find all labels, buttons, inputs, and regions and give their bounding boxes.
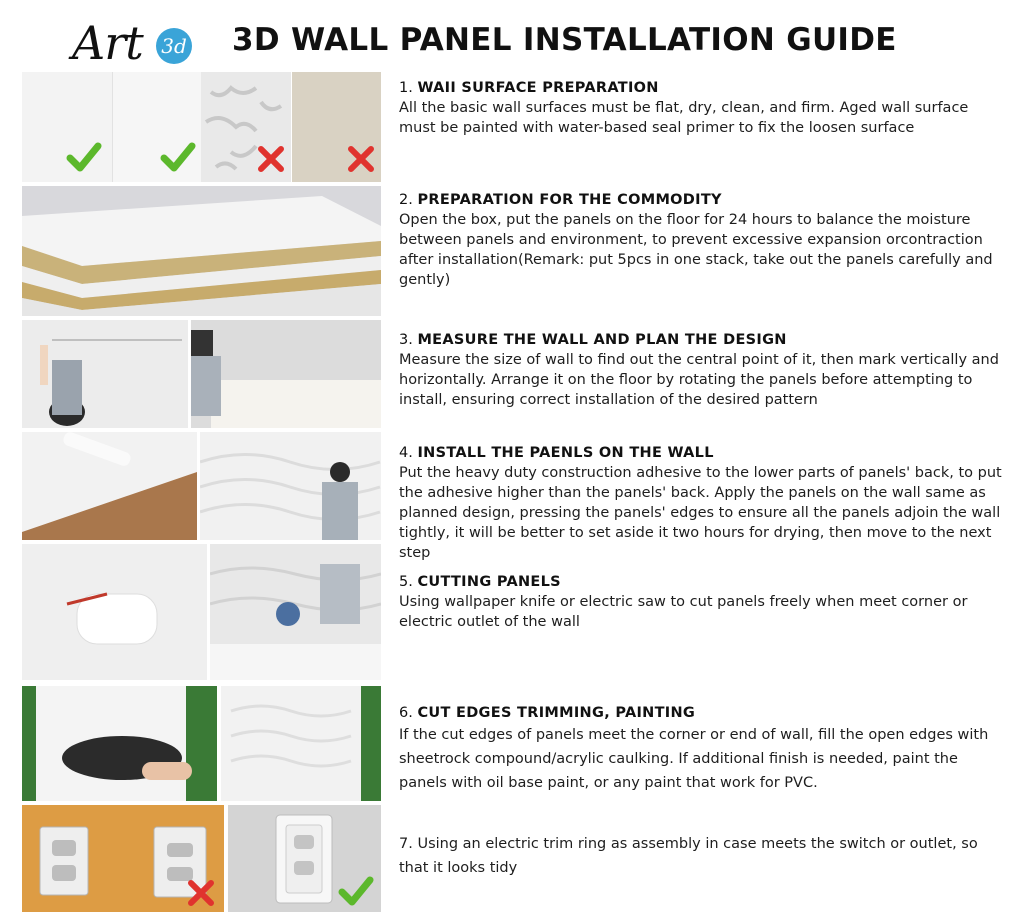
step-4 [399, 443, 1009, 563]
step-heading: 1. WAII SURFACE PREPARATION [399, 80, 659, 96]
step-5 [399, 572, 1009, 632]
logo-text: Art [72, 16, 143, 70]
step-text: Measure the size of wall to find out the central point of it, then mark vertically and horizontally. Arrange it on the floor by rotating the panels before attempting to install, ensuring correct installation of the desired pattern [399, 352, 999, 408]
step-text: If the cut edges of panels meet the corner or end of wall, fill the open edges with sheetrock compound/acrylic caulking. If additional finish is needed, paint the panels with oil base paint, or any paint that work for PVC. [399, 727, 989, 791]
logo-badge: 3d [156, 28, 192, 64]
step-1 [399, 78, 1009, 138]
step-heading: 5. CUTTING PANELS [399, 574, 561, 590]
step-heading: 2. PREPARATION FOR THE COMMODITY [399, 192, 722, 208]
painting-edge-photo [221, 686, 381, 801]
cross-icon [346, 144, 376, 174]
cross-icon [186, 878, 216, 908]
check-icon [338, 876, 374, 908]
step-6 [399, 703, 1009, 795]
cross-icon [256, 144, 286, 174]
step-7 [399, 832, 1009, 880]
step-heading: 4. INSTALL THE PAENLS ON THE WALL [399, 445, 714, 461]
art3d-logo [72, 14, 202, 74]
installing-panel-photo [200, 432, 381, 540]
stacked-panels-photo [22, 186, 381, 316]
step-2 [399, 190, 1009, 290]
arranging-panels-photo [191, 320, 381, 428]
caulking-photo [22, 686, 217, 801]
step-text: Open the box, put the panels on the floor for 24 hours to balance the moisture between panels and environment, to prevent excessive expansion orcontraction after installation(Remark: put 5pcs in one stack, take out the panels carefully and gently) [399, 212, 993, 288]
check-icon [66, 142, 102, 174]
step-3 [399, 330, 1009, 410]
step-heading: 6. CUT EDGES TRIMMING, PAINTING [399, 705, 696, 721]
step-text: All the basic wall surfaces must be flat, dry, clean, and firm. Aged wall surface must be painted with water-based seal primer to fix the loosen surface [399, 100, 969, 136]
step-text: Put the heavy duty construction adhesive to the lower parts of panels' back, to put the adhesive higher than the panels' back. Apply the panels on the wall same as planned design, pressing the panels' edges to ensure all the panels adjoin the wall tightly, it will be better to set aside it two hours for drying, then move to the next step [399, 465, 1002, 561]
step-heading: 3. MEASURE THE WALL AND PLAN THE DESIGN [399, 332, 787, 348]
electric-saw-photo [210, 544, 381, 680]
measuring-wall-photo [22, 320, 188, 428]
check-icon [160, 142, 196, 174]
knife-cutting-photo [22, 544, 207, 680]
step-text: Using wallpaper knife or electric saw to cut panels freely when meet corner or electric outlet of the wall [399, 594, 968, 630]
adhesive-photo [22, 432, 197, 540]
step-text: 7. Using an electric trim ring as assembly in case meets the switch or outlet, so that it looks tidy [399, 836, 978, 876]
page-title: 3D WALL PANEL INSTALLATION GUIDE [232, 22, 897, 58]
